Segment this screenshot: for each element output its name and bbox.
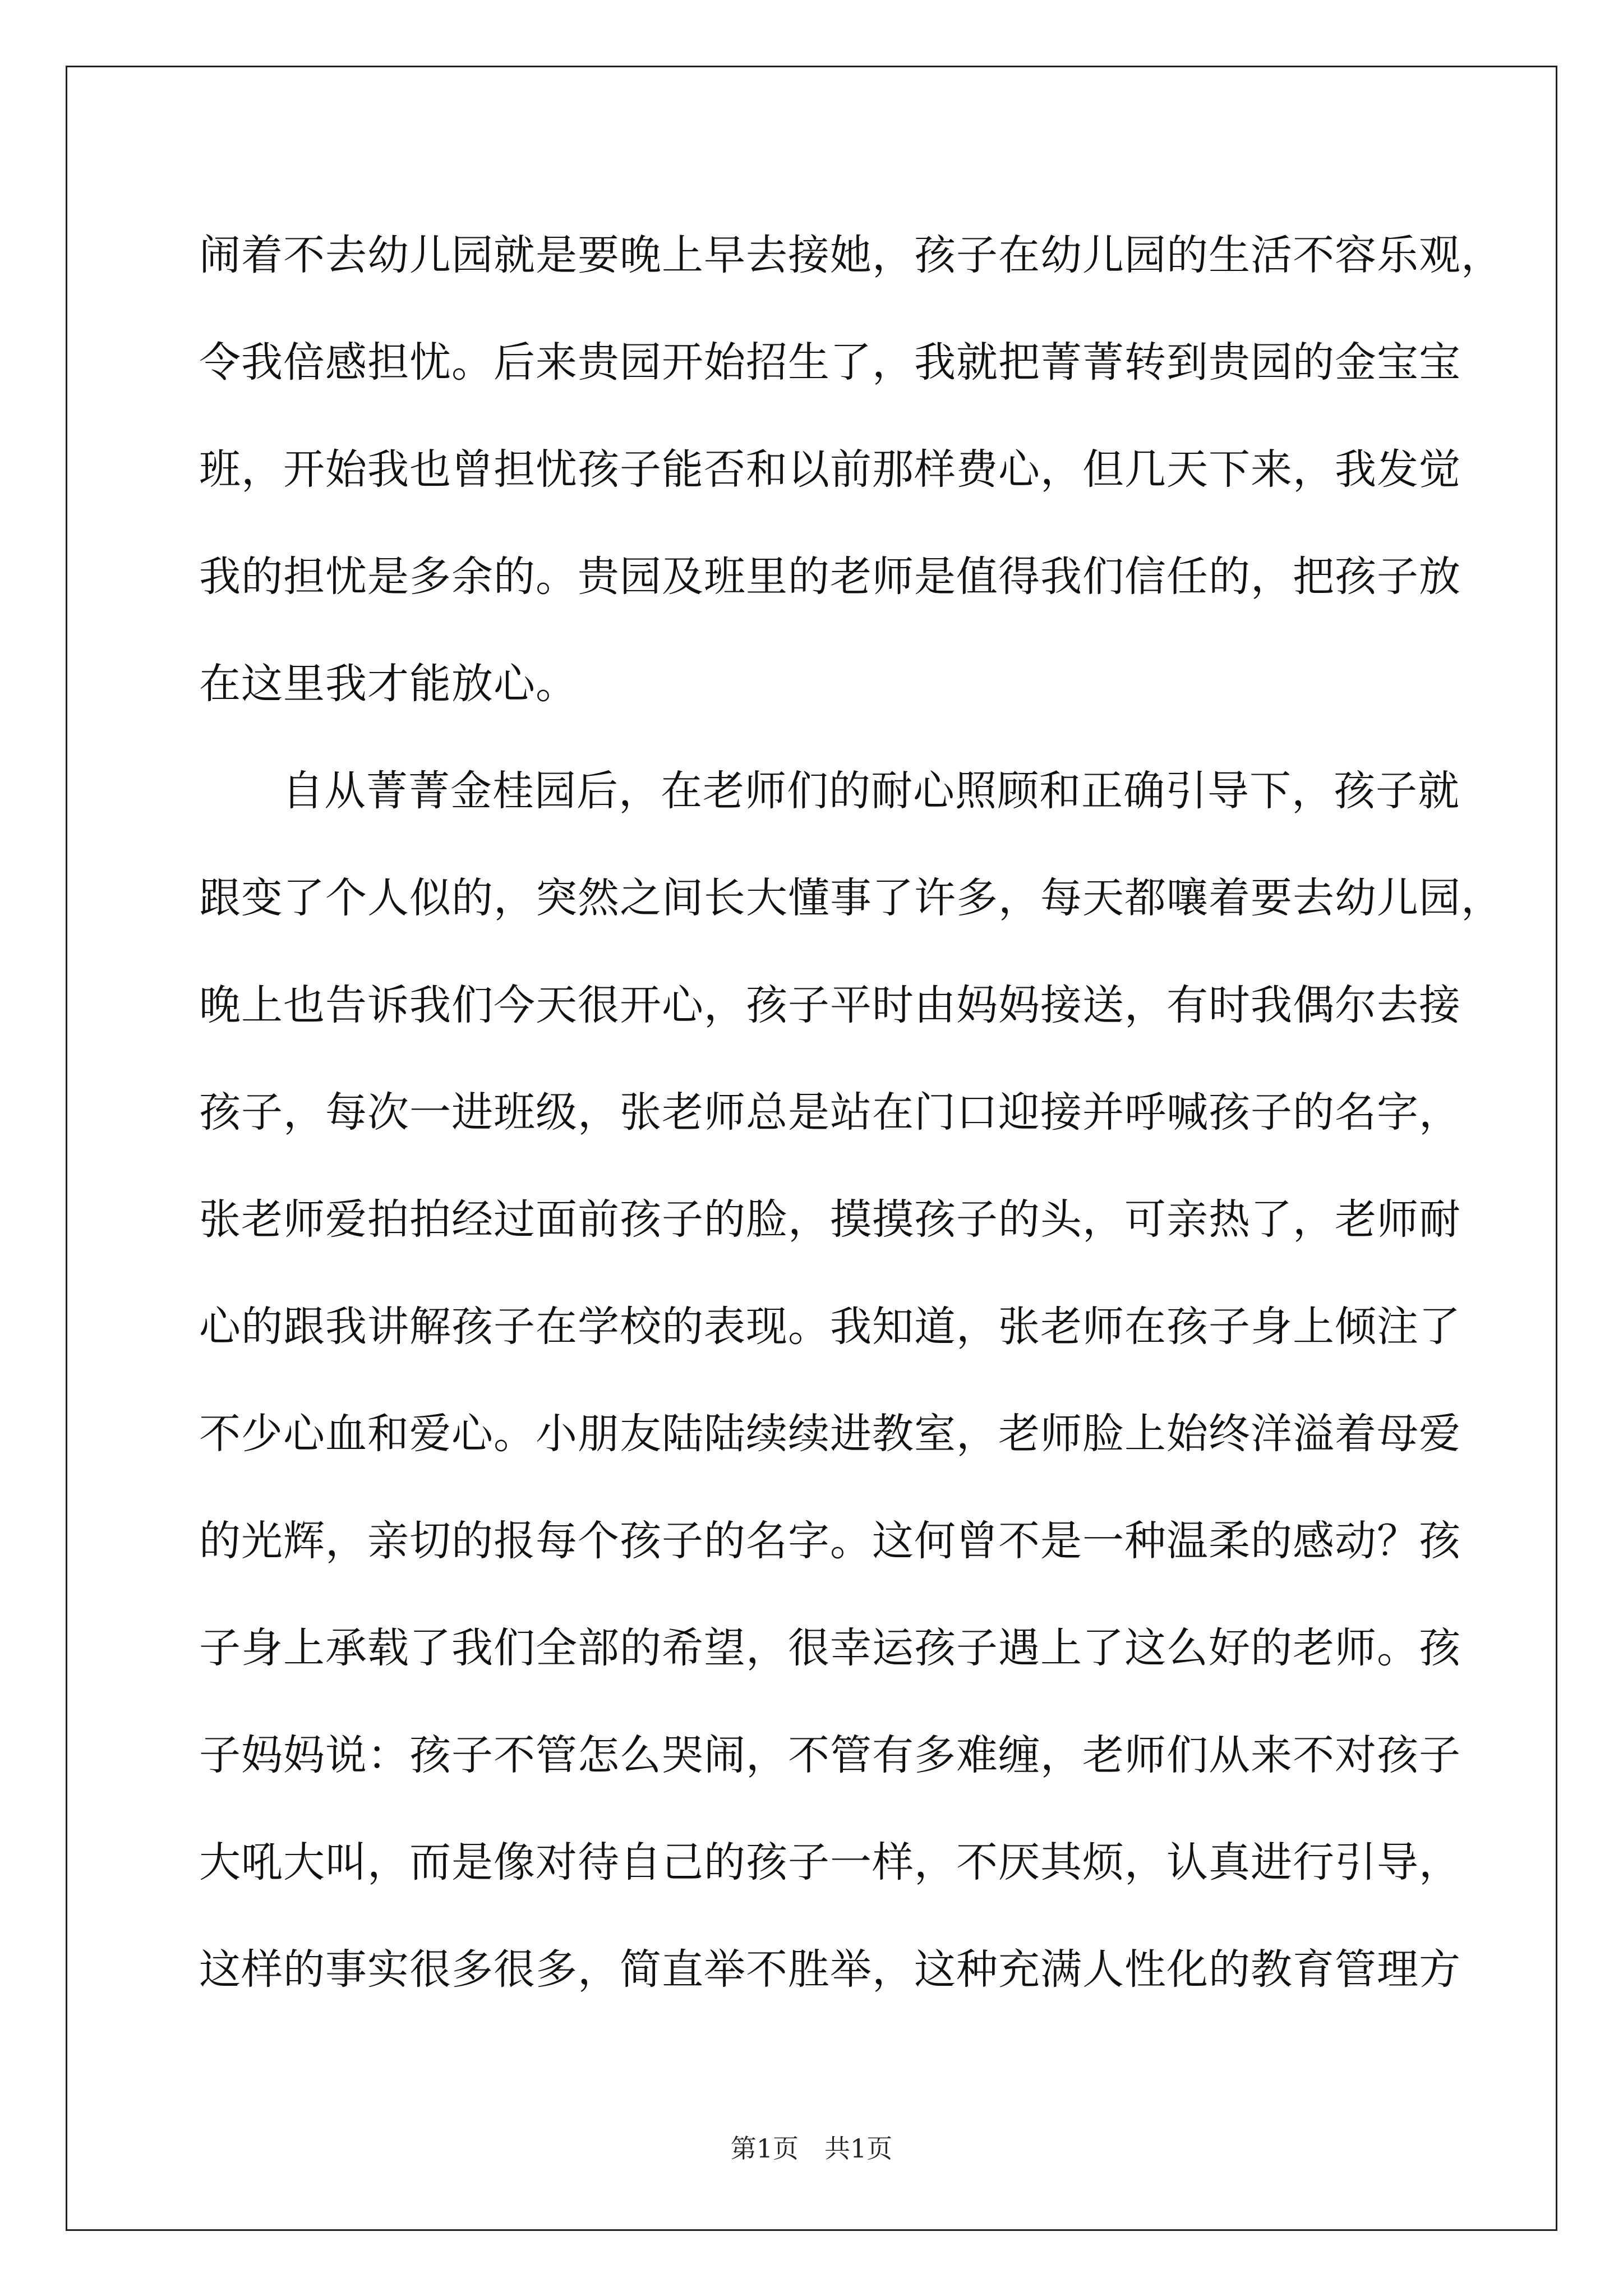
text-line: 子身上承载了我们全部的希望，很幸运孩子遇上了这么好的老师。孩 bbox=[199, 1624, 1461, 1672]
text-line: 在这里我才能放心。 bbox=[199, 660, 578, 708]
text-line: 我的担忧是多余的。贵园及班里的老师是值得我们信任的，把孩子放 bbox=[199, 553, 1461, 601]
text-line: 子妈妈说：孩子不管怎么哭闹，不管有多难缠，老师们从来不对孩子 bbox=[199, 1731, 1461, 1779]
text-line: 晚上也告诉我们今天很开心，孩子平时由妈妈接送，有时我偶尔去接 bbox=[199, 981, 1461, 1029]
text-line: 大吼大叫，而是像对待自己的孩子一样，不厌其烦，认真进行引导， bbox=[199, 1838, 1461, 1887]
text-line: 闹着不去幼儿园就是要晚上早去接她，孩子在幼儿园的生活不容乐观， bbox=[199, 231, 1503, 279]
text-line: 不少心血和爱心。小朋友陆陆续续进教室，老师脸上始终洋溢着母爱 bbox=[199, 1410, 1461, 1458]
document-body bbox=[199, 202, 1503, 2023]
page-footer: 第1页 共1页 bbox=[730, 2133, 893, 2164]
text-line: 的光辉，亲切的报每个孩子的名字。这何曾不是一种温柔的感动？孩 bbox=[199, 1517, 1461, 1565]
paragraph-start-line: 自从菁菁金桂园后，在老师们的耐心照顾和正确引导下，孩子就 bbox=[282, 767, 1460, 815]
text-line: 这样的事实很多很多，简直举不胜举，这种充满人性化的教育管理方 bbox=[199, 1945, 1461, 1994]
text-line: 心的跟我讲解孩子在学校的表现。我知道，张老师在孩子身上倾注了 bbox=[199, 1303, 1461, 1351]
text-line: 张老师爱拍拍经过面前孩子的脸，摸摸孩子的头，可亲热了，老师耐 bbox=[199, 1195, 1461, 1244]
text-line: 令我倍感担忧。后来贵园开始招生了，我就把菁菁转到贵园的金宝宝 bbox=[199, 338, 1461, 386]
text-line: 班，开始我也曾担忧孩子能否和以前那样费心，但几天下来，我发觉 bbox=[199, 445, 1461, 494]
text-line: 跟变了个人似的，突然之间长大懂事了许多，每天都嚷着要去幼儿园， bbox=[199, 874, 1503, 922]
text-line: 孩子，每次一进班级，张老师总是站在门口迎接并呼喊孩子的名字， bbox=[199, 1088, 1461, 1137]
